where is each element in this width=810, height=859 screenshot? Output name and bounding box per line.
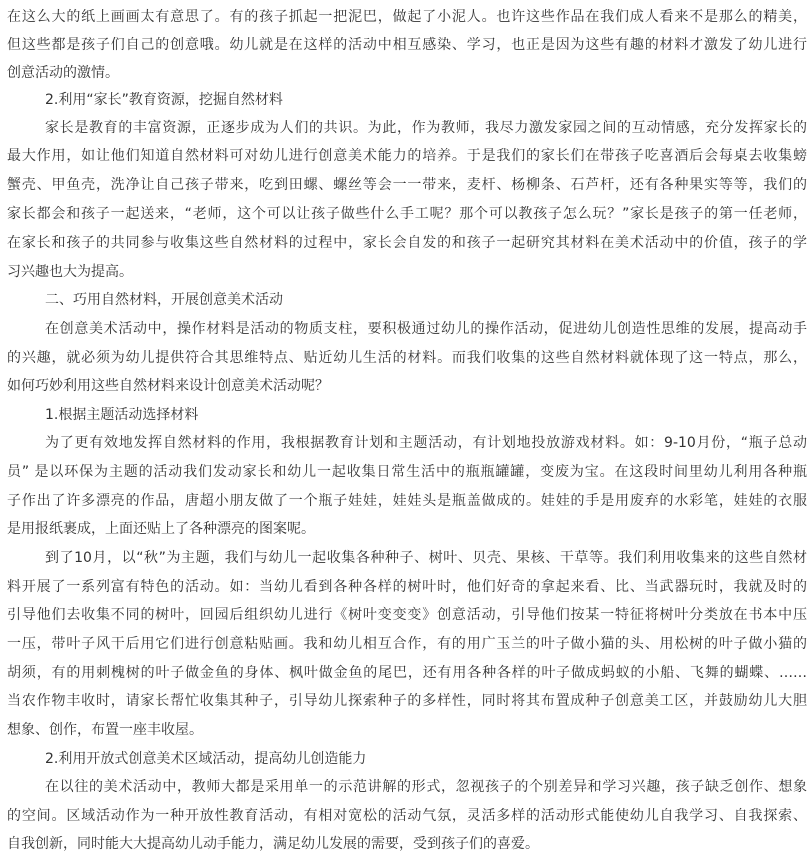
text-line: 但这些都是孩子们自己的创意哦。幼儿就是在这样的活动中相互感染、学习，也正是因为这些有趣的材料才激发了幼儿进行 <box>7 37 807 53</box>
text-line: 当农作物丰收时，请家长帮忙收集其种子，引导幼儿探索种子的多样性，同时将其布置成种子创意美工区，并鼓励幼儿大胆 <box>7 693 807 709</box>
section-heading: 二、巧用自然材料，开展创意美术活动 <box>45 292 283 308</box>
text-line: 最大作用，如让他们知道自然材料可对幼儿进行创意美术能力的培养。于是我们的家长们在带孩子吃喜酒后会每桌去收集螃 <box>7 148 807 164</box>
text-line: 习兴趣也大为提高。 <box>7 264 133 280</box>
text-line: 为了更有效地发挥自然材料的作用，我根据教育计划和主题活动，有计划地投放游戏材料。如：9-10月份，“瓶子总动 <box>45 435 807 451</box>
text-line: 是用报纸裹成，上面还贴上了各种漂亮的图案呢。 <box>7 521 315 537</box>
text-line: 家长是教育的丰富资源，正逐步成为人们的共识。为此，作为教师，我尽力激发家园之间的互动情感，充分发挥家长的 <box>45 120 807 136</box>
text-line: 胡须，有的用刺槐树的叶子做金鱼的身体、枫叶做金鱼的尾巴，还有用各种各样的叶子做成蚂蚁的小船、飞舞的蝴蝶、…… <box>7 665 807 681</box>
section-subheading: 2.利用开放式创意美术区域活动，提高幼儿创造能力 <box>45 751 367 767</box>
text-line: 在创意美术活动中，操作材料是活动的物质支柱，要积极通过幼儿的操作活动，促进幼儿创造性思维的发展，提高动手 <box>45 321 807 337</box>
text-line: 的兴趣，就必须为幼儿提供符合其思维特点、贴近幼儿生活的材料。而我们收集的这些自然材料就体现了这一特点，那么， <box>7 350 807 366</box>
text-line: 自我创新，同时能大大提高幼儿动手能力，满足幼儿发展的需要，受到孩子们的喜爱。 <box>7 836 539 852</box>
text-line: 家长都会和孩子一起送来，“老师，这个可以让孩子做些什么手工呢？那个可以教孩子怎么玩？”家长是孩子的第一任老师， <box>7 206 807 222</box>
text-line: 料开展了一系列富有特色的活动。如：当幼儿看到各种各样的树叶时，他们好奇的拿起来看、比、当武器玩时，我就及时的 <box>7 579 807 595</box>
text-line: 在家长和孩子的共同参与收集这些自然材料的过程中，家长会自发的和孩子一起研究其材料在美术活动中的价值，孩子的学 <box>7 235 807 251</box>
text-line: 子作出了许多漂亮的作品，唐超小朋友做了一个瓶子娃娃，娃娃头是瓶盖做成的。娃娃的手是用废弃的水彩笔，娃娃的衣服 <box>7 493 807 509</box>
text-line: 想象、创作，布置一座丰收屋。 <box>7 722 203 738</box>
text-line: 在这么大的纸上画画太有意思了。有的孩子抓起一把泥巴，做起了小泥人。也许这些作品在我们成人看来不是那么的精美， <box>7 9 807 25</box>
section-subheading: 2.利用“家长”教育资源，挖掘自然材料 <box>45 92 283 108</box>
text-line: 引导他们去收集不同的树叶，回园后组织幼儿进行《树叶变变变》创意活动，引导他们按某一特征将树叶分类放在书本中压 <box>7 607 807 623</box>
text-line: 蟹壳、甲鱼壳，洗净让自己孩子带来，吃到田螺、螺丝等会一一带来，麦杆、杨柳条、石芦杆，还有各种果实等等，我们的 <box>7 177 807 193</box>
text-line: 员” 是以环保为主题的活动我们发动家长和幼儿一起收集日常生活中的瓶瓶罐罐，变废为宝。在这段时间里幼儿利用各种瓶 <box>7 464 807 480</box>
section-subheading: 1.根据主题活动选择材料 <box>45 407 199 423</box>
text-line: 一压，带叶子风干后用它们进行创意粘贴画。我和幼儿相互合作，有的用广玉兰的叶子做小猫的头、用松树的叶子做小猫的 <box>7 636 807 652</box>
text-line: 的空间。区域活动作为一种开放性教育活动，有相对宽松的活动气氛，灵活多样的活动形式能使幼儿自我学习、自我探索、 <box>7 808 807 824</box>
text-line: 到了10月，以“秋”为主题，我们与幼儿一起收集各种种子、树叶、贝壳、果核、干草等。我们利用收集来的这些自然材 <box>45 550 807 566</box>
text-line: 在以往的美术活动中，教师大都是采用单一的示范讲解的形式，忽视孩子的个别差异和学习兴趣，孩子缺乏创作、想象 <box>45 779 807 795</box>
text-line: 如何巧妙利用这些自然材料来设计创意美术活动呢？ <box>7 378 329 394</box>
text-line: 创意活动的激情。 <box>7 65 119 81</box>
